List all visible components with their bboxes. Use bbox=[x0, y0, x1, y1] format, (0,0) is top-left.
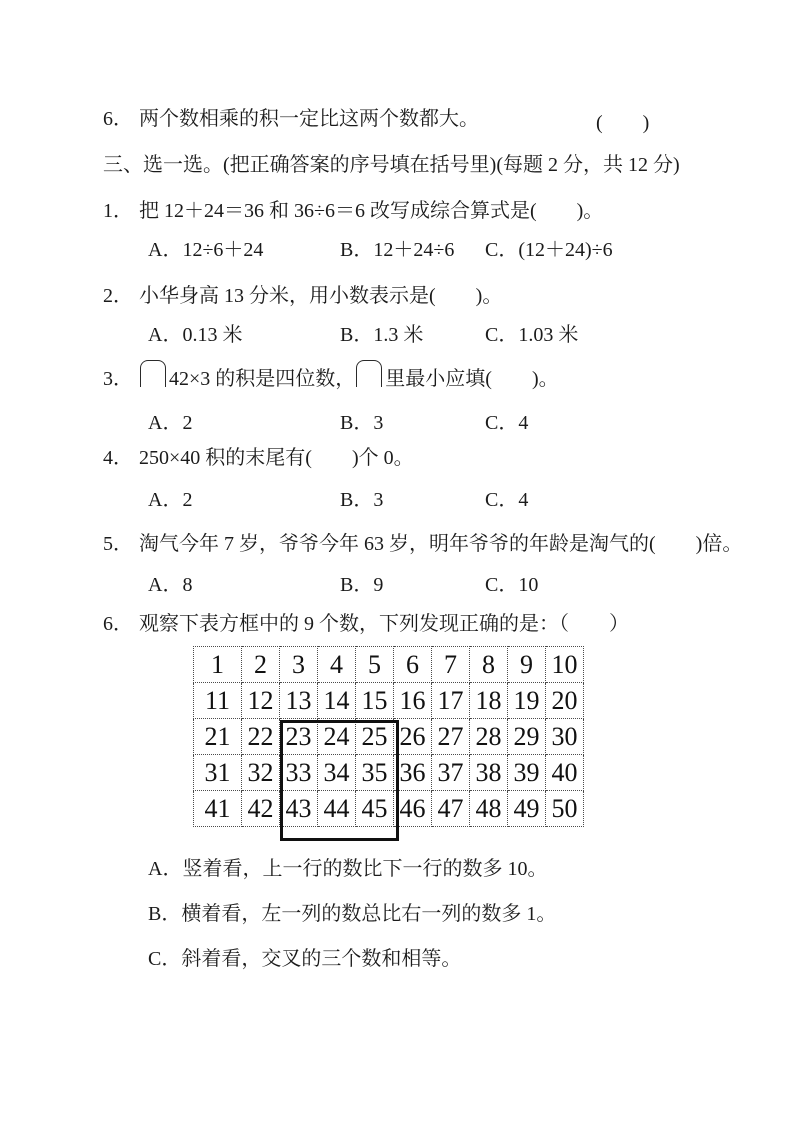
option-a: A．8 bbox=[148, 574, 193, 596]
table-cell: 22 bbox=[242, 719, 280, 755]
option-a: A．12÷6＋24 bbox=[148, 239, 264, 261]
question-4 bbox=[103, 445, 414, 472]
question-1 bbox=[103, 198, 603, 225]
table-cell: 47 bbox=[432, 791, 470, 827]
table-row bbox=[194, 683, 584, 719]
statement-c: C．斜着看，交叉的三个数和相等。 bbox=[148, 948, 462, 970]
table-cell: 36 bbox=[394, 755, 432, 791]
question-2-options bbox=[148, 322, 578, 349]
question-3-options bbox=[148, 410, 528, 437]
table-cell: 3 bbox=[280, 647, 318, 683]
question-1-options bbox=[148, 237, 613, 264]
table-cell: 16 bbox=[394, 683, 432, 719]
table-cell: 19 bbox=[508, 683, 546, 719]
table-cell: 40 bbox=[546, 755, 584, 791]
question-5 bbox=[103, 531, 742, 558]
table-cell: 49 bbox=[508, 791, 546, 827]
question-text: 250×40 积的末尾有( )个 0。 bbox=[139, 447, 414, 469]
option-b: B．9 bbox=[340, 574, 384, 596]
blank-digit-box-icon bbox=[140, 360, 166, 387]
question-text: 把 12＋24＝36 和 36÷6＝6 改写成综合算式是( )。 bbox=[139, 200, 604, 222]
table-cell: 28 bbox=[470, 719, 508, 755]
table-cell: 37 bbox=[432, 755, 470, 791]
table-cell: 5 bbox=[356, 647, 394, 683]
table-cell: 1 bbox=[194, 647, 242, 683]
option-c: C．1.03 米 bbox=[485, 324, 579, 346]
question-text-end: 里最小应填( )。 bbox=[385, 368, 559, 390]
table-cell: 34 bbox=[318, 755, 356, 791]
table-cell: 18 bbox=[470, 683, 508, 719]
question-number: 6． bbox=[103, 613, 133, 635]
option-b: B．12＋24÷6 bbox=[340, 239, 455, 261]
question-number: 6． bbox=[103, 108, 133, 130]
table-cell: 20 bbox=[546, 683, 584, 719]
table-cell: 50 bbox=[546, 791, 584, 827]
table-cell: 4 bbox=[318, 647, 356, 683]
table-cell: 9 bbox=[508, 647, 546, 683]
section-header bbox=[103, 152, 680, 179]
table-row bbox=[194, 791, 584, 827]
option-c: C．4 bbox=[485, 412, 529, 434]
table-cell: 12 bbox=[242, 683, 280, 719]
table-cell: 38 bbox=[470, 755, 508, 791]
option-c: C．4 bbox=[485, 489, 529, 511]
question-text: 小华身高 13 分米，用小数表示是( )。 bbox=[139, 285, 503, 307]
table-cell: 33 bbox=[280, 755, 318, 791]
table-cell: 10 bbox=[546, 647, 584, 683]
table-cell: 35 bbox=[356, 755, 394, 791]
option-c: C．10 bbox=[485, 574, 539, 596]
question-text: 两个数相乘的积一定比这两个数都大。 bbox=[139, 108, 479, 130]
question-5-options bbox=[148, 572, 538, 599]
blank-digit-box-icon bbox=[356, 360, 382, 387]
question-6-statement-b bbox=[148, 901, 556, 928]
table-cell: 46 bbox=[394, 791, 432, 827]
table-cell: 7 bbox=[432, 647, 470, 683]
table-cell: 44 bbox=[318, 791, 356, 827]
option-a: A．0.13 米 bbox=[148, 324, 243, 346]
option-a: A．2 bbox=[148, 412, 193, 434]
option-c: C．(12＋24)÷6 bbox=[485, 239, 613, 261]
number-grid bbox=[193, 646, 584, 827]
table-cell: 13 bbox=[280, 683, 318, 719]
table-cell: 48 bbox=[470, 791, 508, 827]
question-text-mid: 42×3 的积是四位数， bbox=[169, 368, 356, 390]
table-cell: 21 bbox=[194, 719, 242, 755]
question-text: 淘气今年 7 岁，爷爷今年 63 岁，明年爷爷的年龄是淘气的( )倍。 bbox=[139, 533, 743, 555]
option-a: A．2 bbox=[148, 489, 193, 511]
table-cell: 27 bbox=[432, 719, 470, 755]
table-cell: 26 bbox=[394, 719, 432, 755]
table-row bbox=[194, 755, 584, 791]
table-cell: 23 bbox=[280, 719, 318, 755]
question-4-options bbox=[148, 487, 528, 514]
question-number: 3． bbox=[103, 368, 133, 390]
table-cell: 43 bbox=[280, 791, 318, 827]
question-text: 观察下表方框中的 9 个数，下列发现正确的是：（ ） bbox=[139, 613, 629, 635]
table-row bbox=[194, 647, 584, 683]
question-number: 5． bbox=[103, 533, 133, 555]
question-number: 4． bbox=[103, 447, 133, 469]
section-title: 三、选一选。 bbox=[103, 154, 223, 176]
table-cell: 45 bbox=[356, 791, 394, 827]
table-cell: 15 bbox=[356, 683, 394, 719]
option-b: B．1.3 米 bbox=[340, 324, 424, 346]
question-6-statement-a bbox=[148, 856, 547, 883]
statement-b: B．横着看，左一列的数总比右一列的数多 1。 bbox=[148, 903, 557, 925]
question-6-statement-c bbox=[148, 946, 461, 973]
table-cell: 31 bbox=[194, 755, 242, 791]
question-number: 1． bbox=[103, 200, 133, 222]
question-2 bbox=[103, 283, 502, 310]
option-b: B．3 bbox=[340, 489, 384, 511]
table-cell: 30 bbox=[546, 719, 584, 755]
table-cell: 29 bbox=[508, 719, 546, 755]
table-cell: 11 bbox=[194, 683, 242, 719]
truefalse-item-6 bbox=[103, 106, 479, 133]
question-6 bbox=[103, 611, 629, 638]
table-cell: 25 bbox=[356, 719, 394, 755]
table-cell: 2 bbox=[242, 647, 280, 683]
table-cell: 39 bbox=[508, 755, 546, 791]
question-3 bbox=[103, 366, 559, 394]
table-cell: 32 bbox=[242, 755, 280, 791]
table-cell: 17 bbox=[432, 683, 470, 719]
section-note: (把正确答案的序号填在括号里)(每题 2 分，共 12 分) bbox=[223, 154, 680, 176]
table-cell: 42 bbox=[242, 791, 280, 827]
option-b: B．3 bbox=[340, 412, 384, 434]
question-number: 2． bbox=[103, 285, 133, 307]
table-cell: 6 bbox=[394, 647, 432, 683]
table-cell: 8 bbox=[470, 647, 508, 683]
table-row bbox=[194, 719, 584, 755]
number-grid-body bbox=[194, 647, 584, 827]
number-grid-table bbox=[193, 646, 584, 827]
table-cell: 41 bbox=[194, 791, 242, 827]
statement-a: A．竖着看，上一行的数比下一行的数多 10。 bbox=[148, 858, 548, 880]
table-cell: 14 bbox=[318, 683, 356, 719]
table-cell: 24 bbox=[318, 719, 356, 755]
answer-blank: ( ) bbox=[596, 112, 650, 134]
